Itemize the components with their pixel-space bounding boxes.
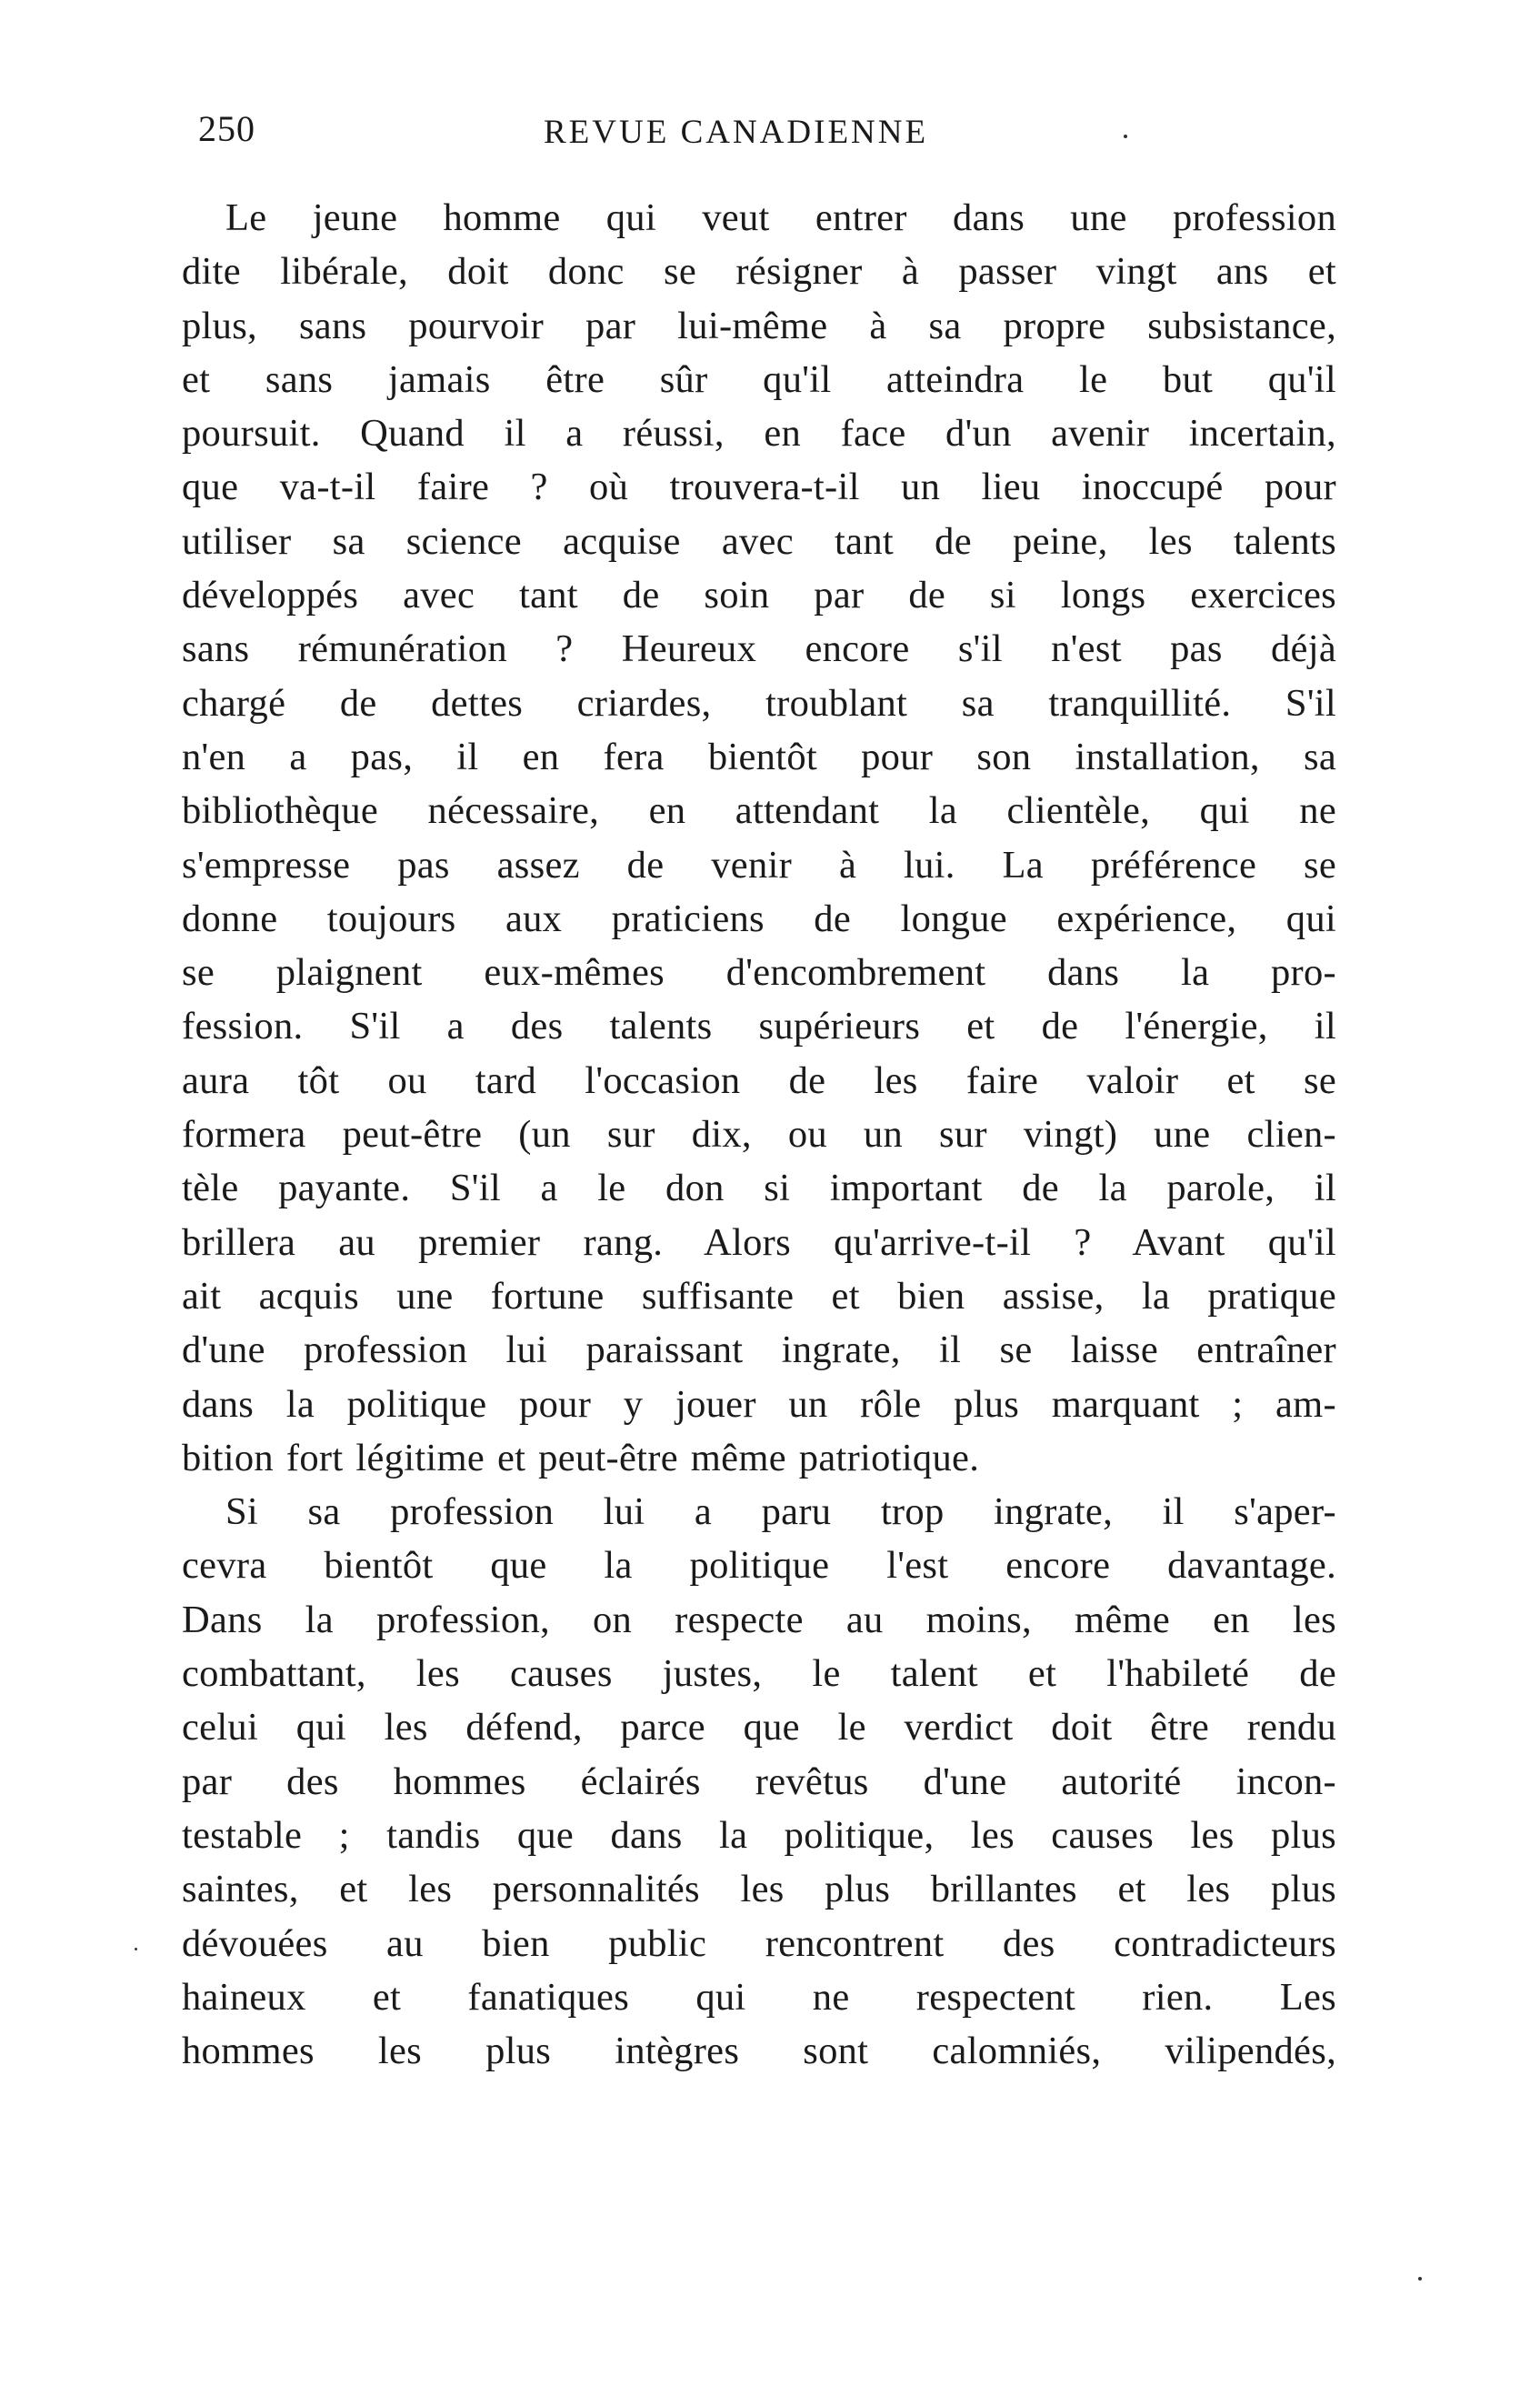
text-line: haineux et fanatiques qui ne respectent rien. Les: [182, 1975, 1336, 2019]
text-line: dite libérale, doit donc se résigner à passer vingt ans et: [182, 250, 1336, 294]
text-line: tèle payante. S'il a le don si important de la parole, il: [182, 1167, 1336, 1210]
text-line: Dans la profession, on respecte au moins, même en les: [182, 1598, 1336, 1641]
text-line: et sans jamais être sûr qu'il atteindra le but qu'il: [182, 357, 1336, 401]
text-line: d'une profession lui paraissant ingrate, il se laisse entraîner: [182, 1328, 1336, 1372]
text-line: s'empresse pas assez de venir à lui. La préférence se: [182, 843, 1336, 887]
text-line: testable ; tandis que dans la politique, les causes les plus: [182, 1813, 1336, 1857]
print-speck: [1418, 2277, 1422, 2281]
text-line: bition fort légitime et peut-être même patriotique.: [182, 1436, 980, 1479]
journal-title: REVUE CANADIENNE: [544, 114, 929, 151]
text-line: cevra bientôt que la politique l'est encore davantage.: [182, 1544, 1336, 1588]
text-line: fession. S'il a des talents supérieurs et de l'énergie, il: [182, 1005, 1336, 1048]
paragraph-1: [182, 191, 1336, 1485]
page-number: 250: [198, 108, 255, 149]
text-line: combattant, les causes justes, le talent et l'habileté de: [182, 1652, 1336, 1696]
text-line: dans la politique pour y jouer un rôle plus marquant ; am-: [182, 1382, 1336, 1426]
body-text: [182, 191, 1336, 2078]
text-line: développés avec tant de soin par de si longs exercices: [182, 574, 1336, 617]
text-line: hommes les plus intègres sont calomniés, vilipendés,: [182, 2030, 1336, 2073]
text-line: chargé de dettes criardes, troublant sa tranquillité. S'il: [182, 681, 1336, 725]
print-speck: [1124, 135, 1127, 138]
text-line: ait acquis une fortune suffisante et bien assise, la pratique: [182, 1274, 1336, 1318]
text-line: brillera au premier rang. Alors qu'arrive-t-il ? Avant qu'il: [182, 1220, 1336, 1264]
text-line: poursuit. Quand il a réussi, en face d'un avenir incertain,: [182, 412, 1336, 456]
running-head: [198, 107, 1335, 162]
text-line: n'en a pas, il en fera bientôt pour son installation, sa: [182, 735, 1336, 778]
text-line: aura tôt ou tard l'occasion de les faire valoir et se: [182, 1058, 1336, 1102]
text-line: par des hommes éclairés revêtus d'une autorité incon-: [182, 1759, 1336, 1803]
text-line: que va-t-il faire ? où trouvera-t-il un lieu inoccupé pour: [182, 466, 1336, 509]
text-line: plus, sans pourvoir par lui-même à sa propre subsistance,: [182, 304, 1336, 347]
text-line: formera peut-être (un sur dix, ou un sur vingt) une clien-: [182, 1113, 1336, 1157]
text-line: Si sa profession lui a paru trop ingrate, il s'aper-: [225, 1490, 1336, 1534]
text-line: saintes, et les personnalités les plus brillantes et les plus: [182, 1868, 1336, 1911]
text-line: celui qui les défend, parce que le verdict doit être rendu: [182, 1706, 1336, 1749]
print-speck: [135, 1948, 137, 1950]
paragraph-2: [182, 1485, 1336, 2078]
text-line: Le jeune homme qui veut entrer dans une profession: [225, 196, 1336, 239]
text-line: sans rémunération ? Heureux encore s'il n'est pas déjà: [182, 627, 1336, 671]
text-line: dévouées au bien public rencontrent des contradicteurs: [182, 1921, 1336, 1965]
text-line: donne toujours aux praticiens de longue expérience, qui: [182, 897, 1336, 940]
text-line: se plaignent eux-mêmes d'encombrement dans la pro-: [182, 951, 1336, 995]
text-line: bibliothèque nécessaire, en attendant la clientèle, qui ne: [182, 789, 1336, 833]
text-line: utiliser sa science acquise avec tant de peine, les talents: [182, 519, 1336, 563]
